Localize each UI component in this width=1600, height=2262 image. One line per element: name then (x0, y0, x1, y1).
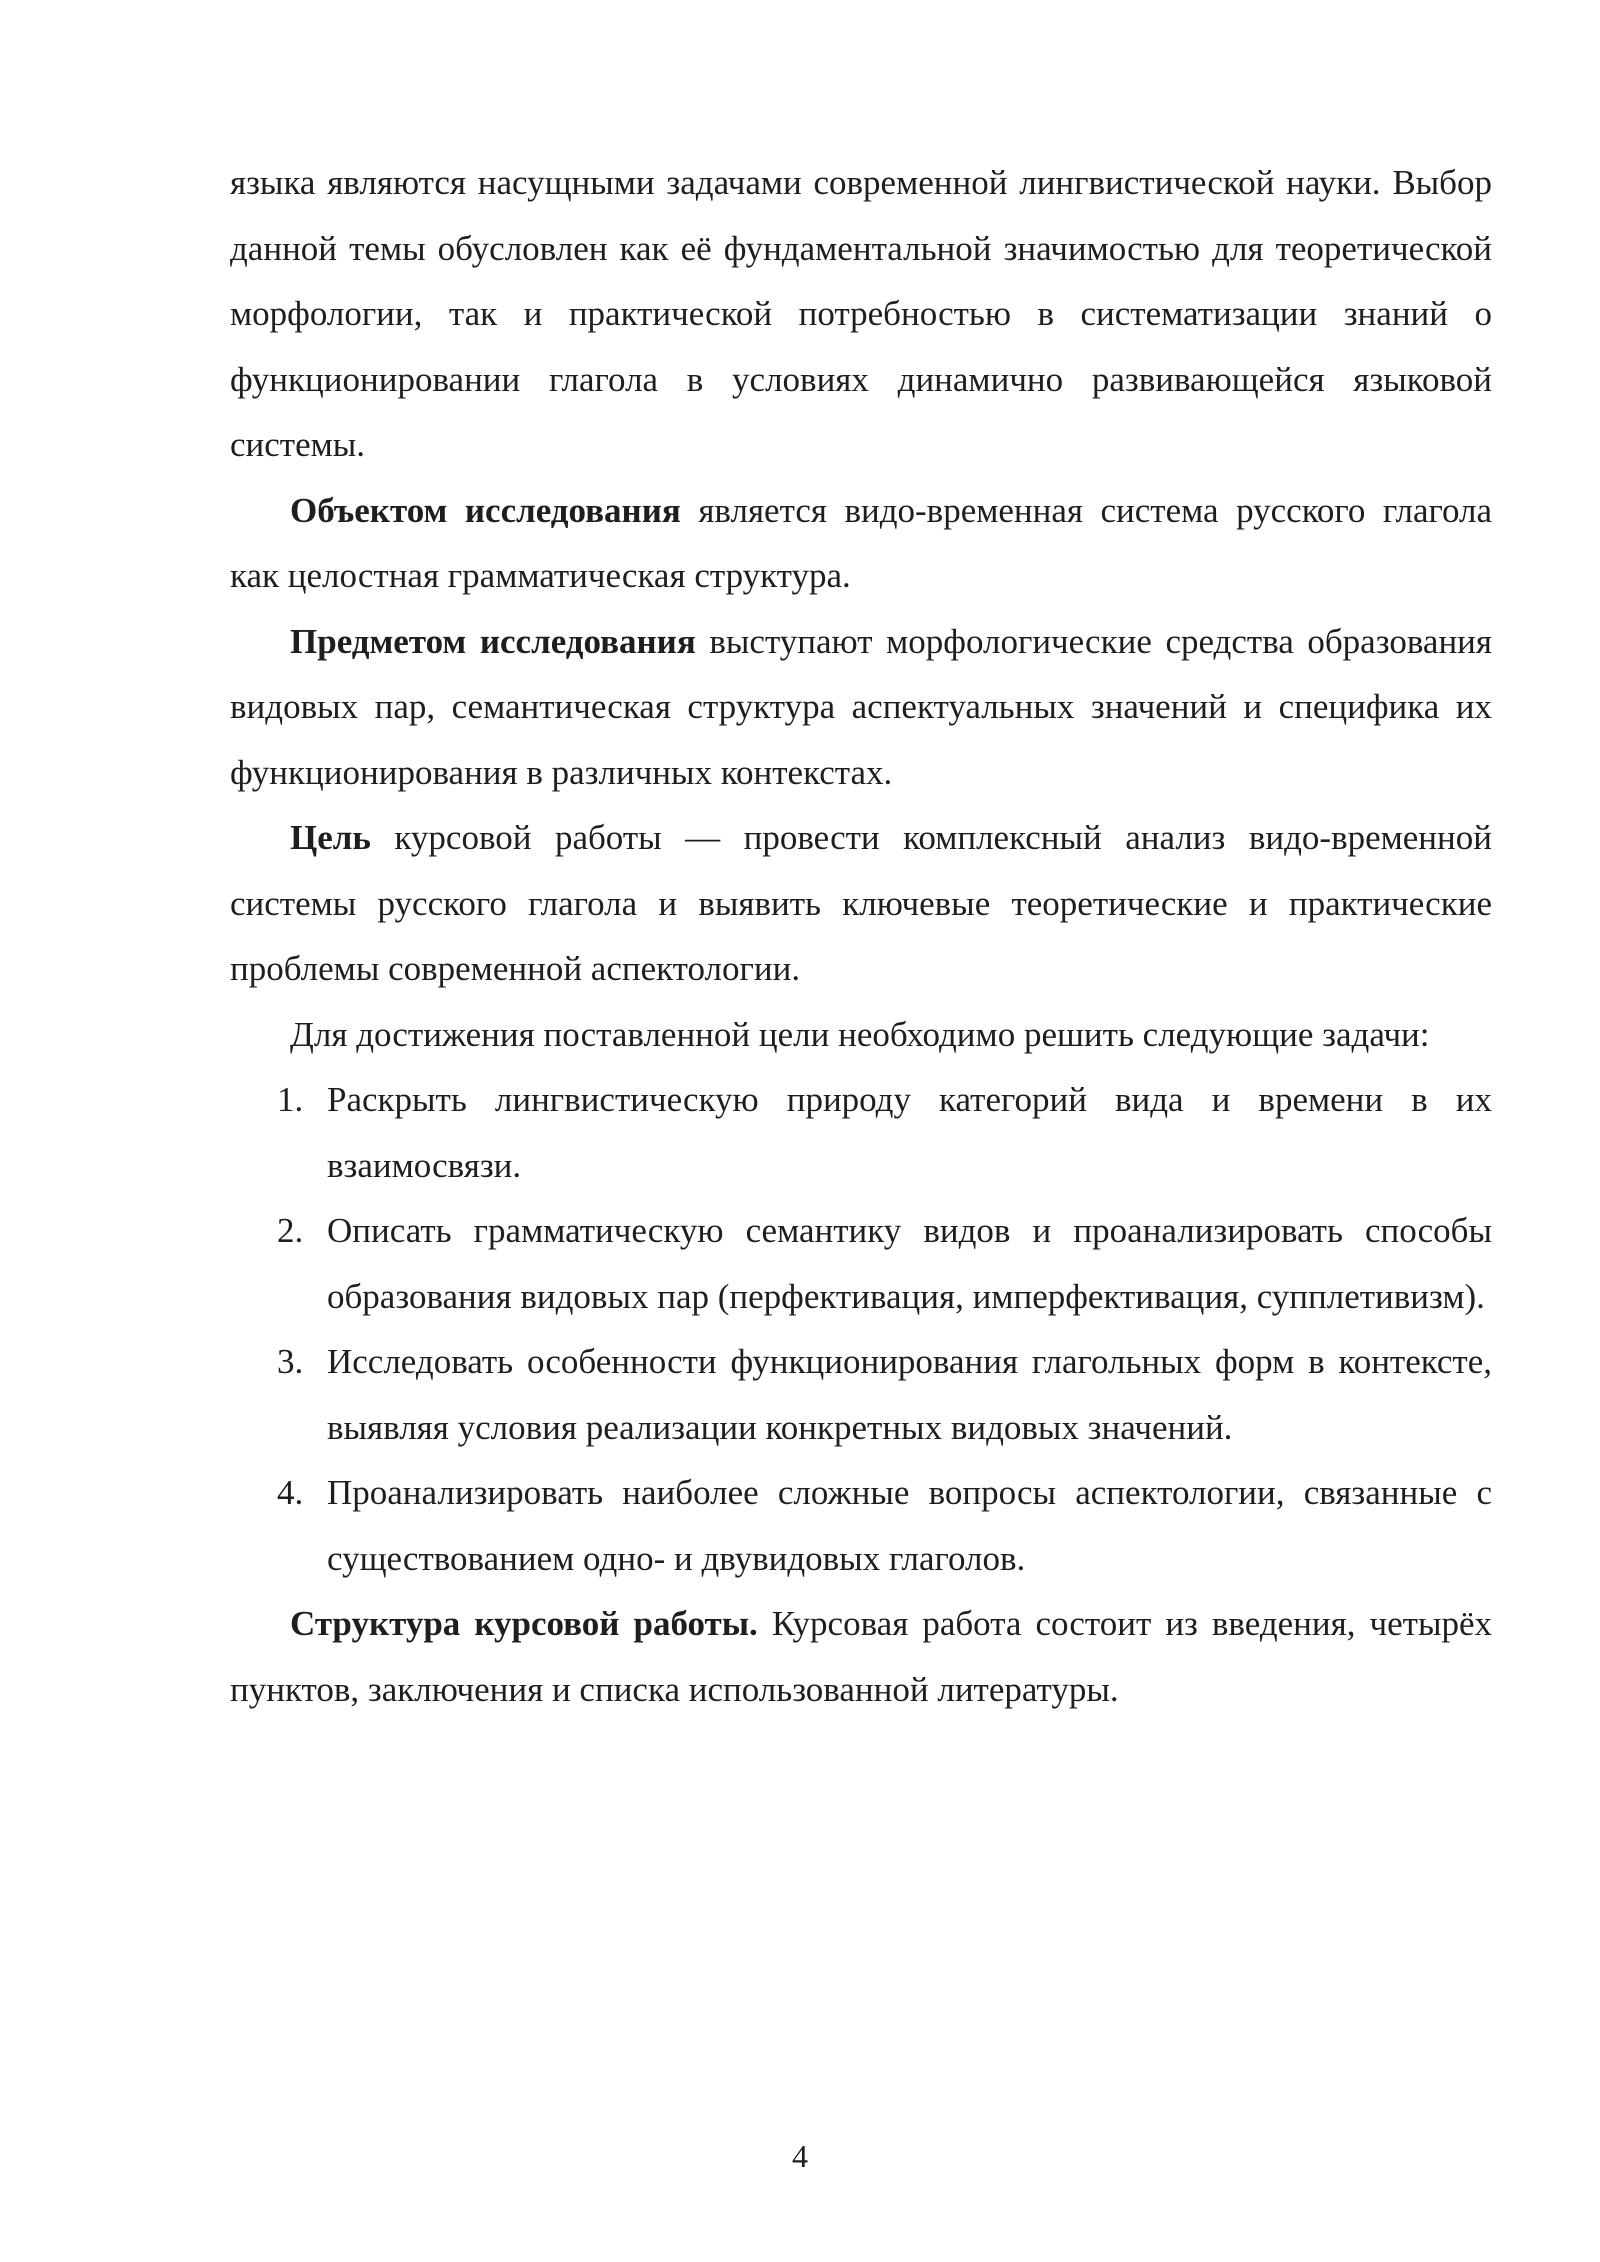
structure-label: Структура курсовой работы. (290, 1604, 758, 1643)
tasks-list (230, 1067, 1492, 1591)
structure-paragraph (230, 1591, 1492, 1722)
object-text: является видо-временная система русского глагола как целостная грамматическая структура. (230, 490, 1493, 595)
goal-text: курсовой работы — провести комплексный анализ видо-временной системы русского глагола и выявить ключевые теоретические и практические проблемы современной аспектологии. (230, 818, 1492, 988)
object-label: Объектом исследования (290, 490, 681, 530)
list-item-number: 4. (277, 1473, 304, 1512)
subject-paragraph (230, 609, 1492, 806)
list-item (230, 1460, 1492, 1591)
object-paragraph (230, 478, 1492, 609)
goal-paragraph (230, 805, 1492, 1002)
document-page (230, 150, 1492, 1722)
list-item-text: Исследовать особенности функционирования глагольных форм в контексте, выявляя условия реализации конкретных видовых значений. (327, 1342, 1492, 1447)
list-item (230, 1329, 1492, 1460)
intro-paragraph: языка являются насущными задачами современной лингвистической науки. Выбор данной темы обусловлен как её фундаментальной значимостью для теоретической морфологии, так и практической потребностью в систематизации знаний о функционировании глагола в условиях динамично развивающейся языковой системы. (230, 163, 1492, 464)
list-item-text: Раскрыть лингвистическую природу категорий вида и времени в их взаимосвязи. (327, 1080, 1492, 1185)
page-number: 4 (792, 2138, 808, 2174)
list-item-number: 3. (277, 1342, 304, 1381)
list-item (230, 1198, 1492, 1329)
structure-text: Курсовая работа состоит из введения, четырёх пунктов, заключения и списка использованной литературы. (230, 1604, 1492, 1709)
subject-label: Предметом исследования (290, 621, 696, 661)
list-item-text: Проанализировать наиболее сложные вопросы аспектологии, связанные с существованием одно- и двувидовых глаголов. (327, 1473, 1492, 1578)
list-item-text: Описать грамматическую семантику видов и проанализировать способы образования видовых пар (перфективация, имперфективация, супплетивизм). (327, 1211, 1492, 1316)
goal-label: Цель (290, 818, 371, 857)
tasks-intro-paragraph: Для достижения поставленной цели необходимо решить следующие задачи: (290, 1014, 1430, 1054)
subject-text: выступают морфологические средства образования видовых пар, семантическая структура аспектуальных значений и специфика их функционирования в различных контекстах. (230, 621, 1492, 792)
list-item-number: 2. (277, 1211, 304, 1250)
list-item-number: 1. (277, 1080, 304, 1119)
list-item (230, 1067, 1492, 1198)
